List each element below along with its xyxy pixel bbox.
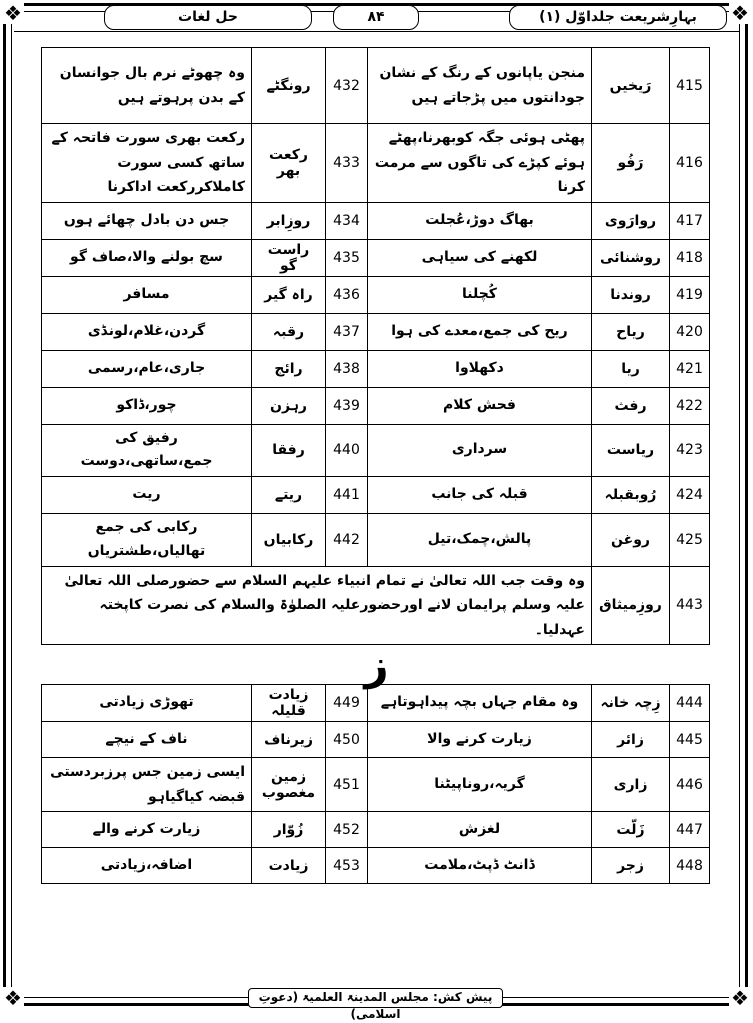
entry-number: 434 [326,202,368,239]
entry-number: 441 [326,477,368,514]
entry-number: 449 [326,685,368,722]
entry-word: راست گو [252,239,326,276]
entry-word: ریاح [592,313,670,350]
entry-meaning: ڈانٹ ڈپٹ،ملامت [368,848,592,884]
entry-meaning: رکعت بھری سورت فاتحہ کے ساتھ کسی سورت کاملاکررکعت اداکرنا [42,124,252,203]
entry-number: 448 [670,848,710,884]
entry-meaning: ناف کے نیچے [42,722,252,758]
entry-number: 418 [670,239,710,276]
table-row [42,124,710,203]
entry-meaning: بھاگ دوڑ،عُجلت [368,202,592,239]
entry-meaning: رفیق کی جمع،ساتھی،دوست [42,424,252,477]
entry-meaning: جس دن بادل چھائے ہوں [42,202,252,239]
entry-meaning: گریہ،روناپیٹنا [368,758,592,812]
entry-meaning: زیارت کرنے والے [42,812,252,848]
entry-word: زاری [592,758,670,812]
table-row [42,387,710,424]
table-row [42,758,710,812]
entry-word: ریتے [252,477,326,514]
section-letter: ز [364,640,389,689]
entry-meaning: تھوڑی زیادتی [42,685,252,722]
table-row [42,48,710,124]
entry-meaning: وہ وقت جب اللہ تعالیٰ نے تمام انبیاء علیہم السلام سے حضورصلی اللہ تعالیٰ علیہ وسلم پرایمان لانے اورحضورعلیہ الصلوٰۃ والسلام کی نصرت کاپختہ عہدلیا۔ [42,566,592,645]
corner-ornament-icon: ❖ [2,987,24,1009]
entry-number: 416 [670,124,710,203]
entry-word: زمین مغصوب [252,758,326,812]
entry-meaning: وہ مقام جہاں بچہ پیداہوتاہے [368,685,592,722]
entry-word: زَلّت [592,812,670,848]
entry-number: 442 [326,514,368,567]
entry-number: 451 [326,758,368,812]
table-row [42,722,710,758]
entry-word: زجر [592,848,670,884]
entry-number: 443 [670,566,710,645]
entry-word: زائر [592,722,670,758]
entry-word: روارَوی [592,202,670,239]
table-row [42,685,710,722]
entry-word: رفث [592,387,670,424]
entry-word: روزِابر [252,202,326,239]
entry-word: رقبہ [252,313,326,350]
entry-number: 437 [326,313,368,350]
entry-number: 433 [326,124,368,203]
table-row [42,350,710,387]
entry-number: 423 [670,424,710,477]
entry-number: 422 [670,387,710,424]
table-row [42,514,710,567]
entry-word: ریا [592,350,670,387]
entry-meaning: چور،ڈاکو [42,387,252,424]
entry-number: 440 [326,424,368,477]
entry-word: رکعت بھر [252,124,326,203]
entry-number: 438 [326,350,368,387]
entry-meaning: کُچلنا [368,276,592,313]
table-row [42,276,710,313]
entry-word: روندنا [592,276,670,313]
entry-word: زیادت قلیلہ [252,685,326,722]
entry-meaning: پھٹی ہوئی جگہ کوبھرنا،پھٹے ہوئے کپڑے کی تاگوں سے مرمت کرنا [368,124,592,203]
header-rule [14,31,739,32]
table-row [42,424,710,477]
entry-word: ریاست [592,424,670,477]
entry-meaning: ریح کی جمع،معدے کی ہوا [368,313,592,350]
table-row [42,239,710,276]
entry-meaning: لکھنے کی سیاہی [368,239,592,276]
entry-meaning: جاری،عام،رسمی [42,350,252,387]
entry-number: 420 [670,313,710,350]
entry-word: رَفُو [592,124,670,203]
entry-word: رونگٹے [252,48,326,124]
entry-number: 444 [670,685,710,722]
table-row [42,313,710,350]
entry-word: روشنائی [592,239,670,276]
table-row [42,848,710,884]
section-title: حل لغات [104,5,312,30]
entry-number: 432 [326,48,368,124]
entry-meaning: زیارت کرنے والا [368,722,592,758]
page-number: ۸۴ [333,5,419,30]
entry-word: رَیخیں [592,48,670,124]
entry-number: 447 [670,812,710,848]
entry-word: رہزن [252,387,326,424]
entry-word: رائج [252,350,326,387]
glossary-table-zay [41,684,710,884]
entry-number: 439 [326,387,368,424]
corner-ornament-icon: ❖ [729,2,751,24]
entry-word: روغن [592,514,670,567]
entry-number: 453 [326,848,368,884]
entry-meaning: وہ چھوٹے نرم بال جوانسان کے بدن پرہوتے ہیں [42,48,252,124]
entry-meaning: دکھلاوا [368,350,592,387]
entry-number: 446 [670,758,710,812]
entry-meaning: رکابی کی جمع تھالیاں،طشتریاں [42,514,252,567]
glossary-table-reh [41,47,710,645]
entry-word: رکابیاں [252,514,326,567]
entry-meaning: سرداری [368,424,592,477]
entry-meaning: اضافہ،زیادتی [42,848,252,884]
entry-meaning: منجن یاپانوں کے رنگ کے نشان جودانتوں میں پڑجاتے ہیں [368,48,592,124]
entry-number: 445 [670,722,710,758]
entry-number: 452 [326,812,368,848]
entry-word: رُوبقبلہ [592,477,670,514]
publisher-footer: پیش کش: مجلس المدینۃ العلمیۃ (دعوتِ اسلامی) [248,988,503,1008]
entry-meaning: قبلہ کی جانب [368,477,592,514]
entry-meaning: پالش،چمک،تیل [368,514,592,567]
entry-number: 424 [670,477,710,514]
entry-word: روزِمیثاق [592,566,670,645]
entry-meaning: ایسی زمین جس پرزبردستی قبضہ کیاگیاہو [42,758,252,812]
entry-meaning: فحش کلام [368,387,592,424]
table-row [42,477,710,514]
entry-number: 450 [326,722,368,758]
book-title: بہارِشریعت جلداوّل (۱) [509,5,727,30]
entry-meaning: گردن،غلام،لونڈی [42,313,252,350]
entry-word: زِچہ خانہ [592,685,670,722]
entry-number: 419 [670,276,710,313]
table-row-wide [42,566,710,645]
entry-number: 421 [670,350,710,387]
entry-number: 415 [670,48,710,124]
corner-ornament-icon: ❖ [729,987,751,1009]
entry-meaning: سچ بولنے والا،صاف گو [42,239,252,276]
corner-ornament-icon: ❖ [2,2,24,24]
entry-number: 435 [326,239,368,276]
entry-meaning: ریت [42,477,252,514]
table-row [42,202,710,239]
entry-word: زُوّار [252,812,326,848]
table-row [42,812,710,848]
entry-number: 436 [326,276,368,313]
entry-meaning: مسافر [42,276,252,313]
entry-word: زیرناف [252,722,326,758]
entry-number: 417 [670,202,710,239]
entry-meaning: لغزش [368,812,592,848]
entry-word: راہ گیر [252,276,326,313]
entry-word: رفقا [252,424,326,477]
entry-number: 425 [670,514,710,567]
entry-word: زیادت [252,848,326,884]
